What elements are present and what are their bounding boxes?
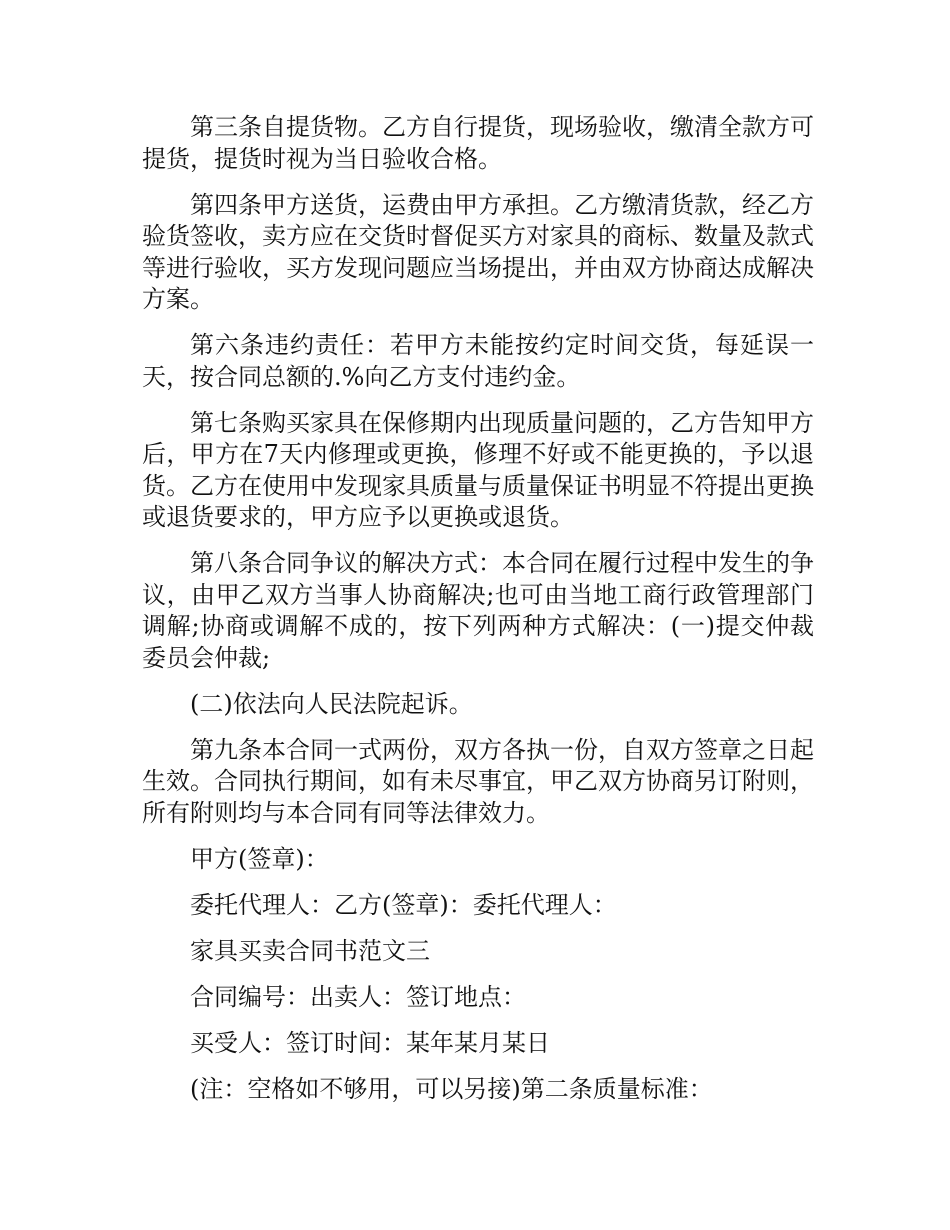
contract-header-line-2: 买受人：签订时间：某年某月某日 [190, 1028, 550, 1057]
clause-9-effectiveness: 第九条本合同一式两份，双方各执一份，自双方签章之日起生效。合同执行期间，如有未尽事宜，甲乙双方协商另订附则，所有附则均与本合同有同等法律效力。 [142, 735, 814, 827]
dispute-option-2: (二)依法向人民法院起诉。 [190, 689, 473, 718]
note-and-clause-2: (注：空格如不够用，可以另接)第二条质量标准： [190, 1074, 713, 1103]
contract-header-line-1: 合同编号：出卖人：签订地点： [190, 982, 526, 1011]
document-body [142, 112, 814, 1120]
clause-6-liability: 第六条违约责任：若甲方未能按约定时间交货，每延误一天，按合同总额的.%向乙方支付违约金。 [142, 331, 814, 391]
clause-4-delivery: 第四条甲方送货，运费由甲方承担。乙方缴清货款，经乙方验货签收，卖方应在交货时督促买方对家具的商标、数量及款式等进行验收，买方发现问题应当场提出，并由双方协商达成解决方案。 [142, 190, 814, 313]
clause-7-warranty: 第七条购买家具在保修期内出现质量问题的，乙方告知甲方后，甲方在7天内修理或更换，修理不好或不能更换的，予以退货。乙方在使用中发现家具质量与质量保证书明显不符提出更换或退货要求的，甲方应予以更换或退货。 [142, 408, 814, 531]
party-a-signature-line: 甲方(签章)： [190, 844, 329, 873]
section-title: 家具买卖合同书范文三 [190, 936, 430, 965]
agents-signature-line: 委托代理人：乙方(签章)：委托代理人： [190, 890, 617, 919]
clause-3-self-pickup: 第三条自提货物。乙方自行提货，现场验收，缴清全款方可提货，提货时视为当日验收合格。 [142, 113, 814, 173]
clause-8-disputes: 第八条合同争议的解决方式：本合同在履行过程中发生的争议，由甲乙双方当事人协商解决;也可由当地工商行政管理部门调解;协商或调解不成的，按下列两种方式解决：(一)提交仲裁委员会仲裁; [142, 549, 814, 672]
